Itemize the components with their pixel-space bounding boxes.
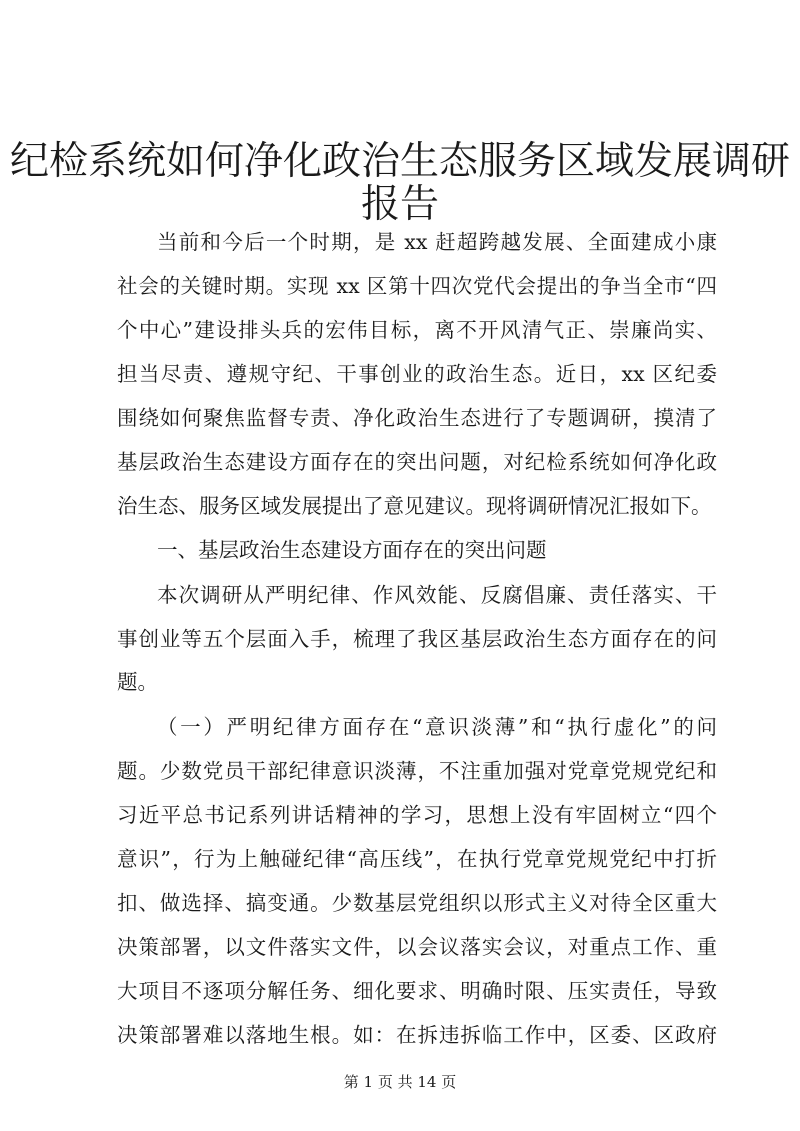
paragraph-line: 担当尽责、遵规守纪、干事创业的政治生态。近日，xx 区纪委 [117,362,717,386]
paragraph-line: 基层政治生态建设方面存在的突出问题，对纪检系统如何净化政 [117,450,717,474]
paragraph-line: 扣、做选择、搞变通。少数基层党组织以形式主义对待全区重大 [117,891,717,915]
paragraph-line: 事创业等五个层面入手，梳理了我区基层政治生态方面存在的问 [117,627,717,651]
paragraph-line: 意识”，行为上触碰纪律“高压线”，在执行党章党规党纪中打折 [117,847,717,871]
paragraph-line: 当前和今后一个时期，是 xx 赶超跨越发展、全面建成小康 [157,230,717,254]
paragraph-line: 社会的关键时期。实现 xx 区第十四次党代会提出的争当全市“四 [117,274,717,298]
paragraph-line: 题。少数党员干部纪律意识淡薄，不注重加强对党章党规党纪和 [117,759,717,783]
paragraph-line: （一）严明纪律方面存在“意识淡薄”和“执行虚化”的问 [157,715,717,739]
page-footer: 第 1 页 共 14 页 [343,1073,457,1091]
paragraph-line: 决策部署，以文件落实文件，以会议落实会议，对重点工作、重 [117,935,717,959]
paragraph-line: 治生态、服务区域发展提出了意见建议。现将调研情况汇报如下。 [117,494,712,518]
paragraph-line: 题。 [117,670,158,694]
paragraph-line: 个中心”建设排头兵的宏伟目标，离不开风清气正、崇廉尚实、 [117,318,717,342]
document-title-line-1: 纪检系统如何净化政治生态服务区域发展调研 [9,139,790,184]
paragraph-line: 习近平总书记系列讲话精神的学习，思想上没有牢固树立“四个 [117,803,717,827]
paragraph-line: 本次调研从严明纪律、作风效能、反腐倡廉、责任落实、干 [157,583,717,607]
paragraph-line: 大项目不逐项分解任务、细化要求、明确时限、压实责任，导致 [117,979,717,1003]
document-title-line-2: 报告 [360,182,439,227]
paragraph-line: 围绕如何聚焦监督专责、净化政治生态进行了专题调研，摸清了 [117,406,717,430]
paragraph-line: 决策部署难以落地生根。如：在拆违拆临工作中，区委、区政府 [117,1023,717,1047]
section-heading: 一、基层政治生态建设方面存在的突出问题 [157,538,547,562]
